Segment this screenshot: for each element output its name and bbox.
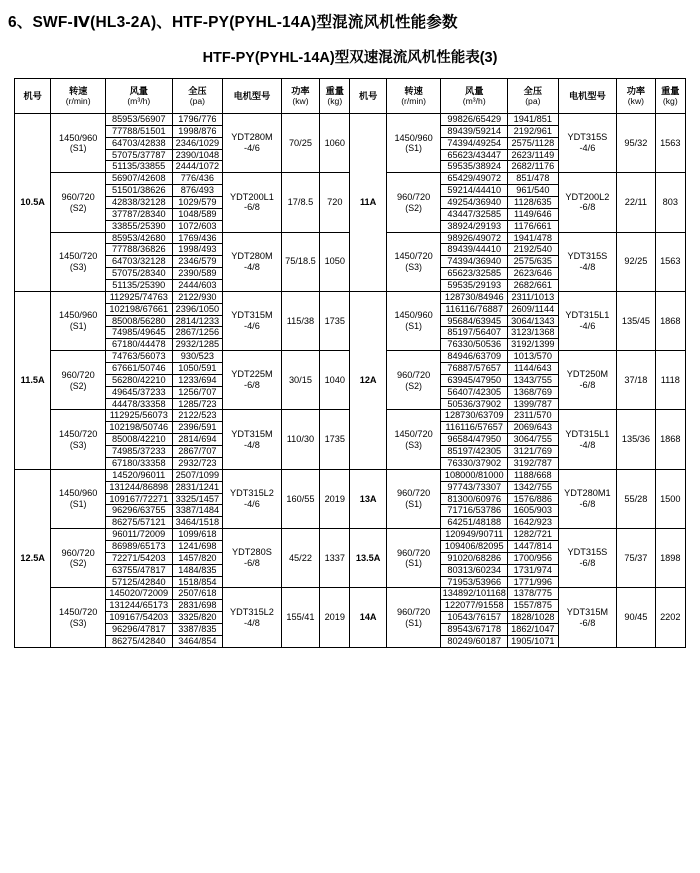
- flow-cell: 76330/37902: [441, 457, 508, 469]
- pressure-cell: 2346/579: [172, 256, 223, 268]
- table-row: [15, 529, 686, 541]
- flow-cell: 74394/49254: [441, 137, 508, 149]
- flow-cell: 64251/48188: [441, 517, 508, 529]
- speed-cell: 960/720 (S1): [386, 588, 441, 647]
- weight-cell: 2019: [320, 469, 350, 528]
- pressure-cell: 2390/1048: [172, 149, 223, 161]
- pressure-cell: 1013/570: [508, 351, 559, 363]
- flow-cell: 57125/42840: [105, 576, 172, 588]
- pressure-cell: 1518/854: [172, 576, 223, 588]
- pressure-cell: 3192/1399: [508, 339, 559, 351]
- col-motor-left: 电机型号: [223, 79, 282, 114]
- flow-cell: 59535/38924: [441, 161, 508, 173]
- pressure-cell: 1378/775: [508, 588, 559, 600]
- fan-model-cell: 14A: [350, 588, 386, 647]
- flow-cell: 74763/56073: [105, 351, 172, 363]
- pressure-cell: 1941/478: [508, 232, 559, 244]
- pressure-cell: 3123/1368: [508, 327, 559, 339]
- motor-model-cell: YDT280S -6/8: [223, 529, 282, 588]
- weight-cell: 1898: [655, 529, 685, 588]
- flow-cell: 67180/33358: [105, 457, 172, 469]
- flow-cell: 51501/38626: [105, 185, 172, 197]
- speed-cell: 960/720 (S2): [386, 173, 441, 232]
- flow-cell: 89439/44410: [441, 244, 508, 256]
- col-weight-right: 重量 (kg): [655, 79, 685, 114]
- motor-model-cell: YDT315L1 -4/6: [558, 291, 617, 350]
- speed-cell: 1450/960 (S1): [51, 291, 106, 350]
- pressure-cell: 3325/1457: [172, 493, 223, 505]
- flow-cell: 14520/96011: [105, 469, 172, 481]
- flow-cell: 76887/57657: [441, 363, 508, 375]
- table-container: [0, 78, 700, 648]
- flow-cell: 85197/56407: [441, 327, 508, 339]
- pressure-cell: 1905/1071: [508, 635, 559, 647]
- pressure-cell: 3387/1484: [172, 505, 223, 517]
- pressure-cell: 2311/570: [508, 410, 559, 422]
- flow-cell: 86275/42840: [105, 635, 172, 647]
- table-caption: HTF-PY(PYHL-14A)型双速混流风机性能表(3): [202, 50, 498, 66]
- speed-cell: 1450/720 (S3): [386, 410, 441, 469]
- flow-cell: 64703/42838: [105, 137, 172, 149]
- flow-cell: 71716/53786: [441, 505, 508, 517]
- power-cell: 75/37: [617, 529, 655, 588]
- pressure-cell: 2623/1149: [508, 149, 559, 161]
- speed-cell: 1450/960 (S1): [386, 114, 441, 173]
- flow-cell: 64703/32128: [105, 256, 172, 268]
- speed-cell: 960/720 (S2): [51, 351, 106, 410]
- pressure-cell: 1256/707: [172, 386, 223, 398]
- pressure-cell: 2192/961: [508, 125, 559, 137]
- flow-cell: 99826/65429: [441, 114, 508, 126]
- power-cell: 92/25: [617, 232, 655, 291]
- flow-cell: 74985/37233: [105, 446, 172, 458]
- pressure-cell: 2575/635: [508, 256, 559, 268]
- weight-cell: 1868: [655, 291, 685, 350]
- weight-cell: 1050: [320, 232, 350, 291]
- weight-cell: 2019: [320, 588, 350, 647]
- pressure-cell: 1233/694: [172, 374, 223, 386]
- pressure-cell: 3121/769: [508, 446, 559, 458]
- fan-model-cell: 11A: [350, 114, 386, 292]
- flow-cell: 76330/50536: [441, 339, 508, 351]
- fan-model-cell: 11.5A: [15, 291, 51, 469]
- pressure-cell: 1128/635: [508, 197, 559, 209]
- flow-cell: 63755/47817: [105, 564, 172, 576]
- flow-cell: 84946/63709: [441, 351, 508, 363]
- flow-cell: 72271/54203: [105, 552, 172, 564]
- flow-cell: 109167/54203: [105, 612, 172, 624]
- table-row: [15, 469, 686, 481]
- motor-model-cell: YDT225M -6/8: [223, 351, 282, 410]
- power-cell: 160/55: [281, 469, 319, 528]
- pressure-cell: 961/540: [508, 185, 559, 197]
- col-pressure-right: 全压 (pa): [508, 79, 559, 114]
- flow-cell: 122077/91558: [441, 600, 508, 612]
- motor-model-cell: YDT250M -6/8: [558, 351, 617, 410]
- speed-cell: 960/720 (S1): [386, 469, 441, 528]
- table-body: [15, 114, 686, 648]
- col-weight-left: 重量 (kg): [320, 79, 350, 114]
- weight-cell: 1563: [655, 114, 685, 173]
- motor-model-cell: YDT200L2 -6/8: [558, 173, 617, 232]
- flow-cell: 49254/36940: [441, 197, 508, 209]
- flow-cell: 96011/72009: [105, 529, 172, 541]
- weight-cell: 1060: [320, 114, 350, 173]
- pressure-cell: 2682/1176: [508, 161, 559, 173]
- flow-cell: 44478/33358: [105, 398, 172, 410]
- speed-cell: 960/720 (S2): [51, 529, 106, 588]
- pressure-cell: 2444/603: [172, 280, 223, 292]
- flow-cell: 97743/73307: [441, 481, 508, 493]
- pressure-cell: 1048/589: [172, 208, 223, 220]
- pressure-cell: 776/436: [172, 173, 223, 185]
- flow-cell: 96296/47817: [105, 623, 172, 635]
- pressure-cell: 851/478: [508, 173, 559, 185]
- flow-cell: 74985/49645: [105, 327, 172, 339]
- pressure-cell: 2932/723: [172, 457, 223, 469]
- pressure-cell: 1099/618: [172, 529, 223, 541]
- pressure-cell: 1576/886: [508, 493, 559, 505]
- pressure-cell: 2396/1050: [172, 303, 223, 315]
- pressure-cell: 2122/930: [172, 291, 223, 303]
- flow-cell: 74394/36940: [441, 256, 508, 268]
- power-cell: 17/8.5: [281, 173, 319, 232]
- motor-model-cell: YDT315S -4/8: [558, 232, 617, 291]
- pressure-cell: 2069/643: [508, 422, 559, 434]
- pressure-cell: 1642/923: [508, 517, 559, 529]
- pressure-cell: 1796/776: [172, 114, 223, 126]
- pressure-cell: 2346/1029: [172, 137, 223, 149]
- pressure-cell: 1368/769: [508, 386, 559, 398]
- pressure-cell: 3064/1343: [508, 315, 559, 327]
- speed-cell: 1450/720 (S3): [51, 588, 106, 647]
- pressure-cell: 1176/661: [508, 220, 559, 232]
- pressure-cell: 1149/646: [508, 208, 559, 220]
- flow-cell: 37787/28340: [105, 208, 172, 220]
- flow-cell: 56907/42608: [105, 173, 172, 185]
- performance-table: [14, 78, 686, 648]
- flow-cell: 145020/72009: [105, 588, 172, 600]
- power-cell: 90/45: [617, 588, 655, 647]
- flow-cell: 131244/86898: [105, 481, 172, 493]
- pressure-cell: 2122/523: [172, 410, 223, 422]
- pressure-cell: 2831/698: [172, 600, 223, 612]
- pressure-cell: 2609/1144: [508, 303, 559, 315]
- power-cell: 37/18: [617, 351, 655, 410]
- flow-cell: 128730/63709: [441, 410, 508, 422]
- motor-model-cell: YDT315L2 -4/6: [223, 469, 282, 528]
- weight-cell: 1563: [655, 232, 685, 291]
- flow-cell: 59214/44410: [441, 185, 508, 197]
- pressure-cell: 2507/1099: [172, 469, 223, 481]
- speed-cell: 1450/720 (S3): [386, 232, 441, 291]
- fan-model-cell: 10.5A: [15, 114, 51, 292]
- motor-model-cell: YDT315S -6/8: [558, 529, 617, 588]
- pressure-cell: 1557/875: [508, 600, 559, 612]
- motor-model-cell: YDT280M1 -6/8: [558, 469, 617, 528]
- speed-cell: 1450/720 (S3): [51, 232, 106, 291]
- pressure-cell: 1605/903: [508, 505, 559, 517]
- fan-model-cell: 12A: [350, 291, 386, 469]
- pressure-cell: 2192/540: [508, 244, 559, 256]
- power-cell: 135/36: [617, 410, 655, 469]
- pressure-cell: 1447/814: [508, 540, 559, 552]
- col-speed-right: 转速 (r/min): [386, 79, 441, 114]
- flow-cell: 43447/32585: [441, 208, 508, 220]
- flow-cell: 112925/74763: [105, 291, 172, 303]
- motor-model-cell: YDT280M -4/6: [223, 114, 282, 173]
- weight-cell: 720: [320, 173, 350, 232]
- pressure-cell: 2311/1013: [508, 291, 559, 303]
- weight-cell: 803: [655, 173, 685, 232]
- col-flow-left: 风量 (m³/h): [105, 79, 172, 114]
- pressure-cell: 1457/820: [172, 552, 223, 564]
- power-cell: 70/25: [281, 114, 319, 173]
- flow-cell: 85953/56907: [105, 114, 172, 126]
- pressure-cell: 1941/851: [508, 114, 559, 126]
- power-cell: 95/32: [617, 114, 655, 173]
- flow-cell: 59535/29193: [441, 280, 508, 292]
- pressure-cell: 1342/755: [508, 481, 559, 493]
- page-title: 6、SWF-Ⅳ(HL3-2A)、HTF-PY(PYHL-14A)型混流风机性能参数: [8, 14, 458, 31]
- weight-cell: 1337: [320, 529, 350, 588]
- flow-cell: 102198/67661: [105, 303, 172, 315]
- pressure-cell: 1343/755: [508, 374, 559, 386]
- flow-cell: 51135/25390: [105, 280, 172, 292]
- flow-cell: 112925/56073: [105, 410, 172, 422]
- flow-cell: 42838/32128: [105, 197, 172, 209]
- power-cell: 45/22: [281, 529, 319, 588]
- motor-model-cell: YDT315M -6/8: [558, 588, 617, 647]
- flow-cell: 85008/56280: [105, 315, 172, 327]
- pressure-cell: 3387/835: [172, 623, 223, 635]
- flow-cell: 85008/42210: [105, 434, 172, 446]
- flow-cell: 109167/72271: [105, 493, 172, 505]
- flow-cell: 98926/49072: [441, 232, 508, 244]
- flow-cell: 56407/42305: [441, 386, 508, 398]
- flow-cell: 49645/37233: [105, 386, 172, 398]
- flow-cell: 116116/76887: [441, 303, 508, 315]
- speed-cell: 960/720 (S1): [386, 529, 441, 588]
- table-header: [15, 79, 686, 114]
- pressure-cell: 1998/493: [172, 244, 223, 256]
- flow-cell: 57075/28340: [105, 268, 172, 280]
- pressure-cell: 1285/723: [172, 398, 223, 410]
- motor-model-cell: YDT315L1 -4/8: [558, 410, 617, 469]
- pressure-cell: 1188/668: [508, 469, 559, 481]
- table-row: [15, 291, 686, 303]
- flow-cell: 89439/59214: [441, 125, 508, 137]
- flow-cell: 89543/67178: [441, 623, 508, 635]
- flow-cell: 81300/60976: [441, 493, 508, 505]
- pressure-cell: 2831/1241: [172, 481, 223, 493]
- pressure-cell: 3192/787: [508, 457, 559, 469]
- pressure-cell: 876/493: [172, 185, 223, 197]
- col-speed-left: 转速 (r/min): [51, 79, 106, 114]
- flow-cell: 80313/60234: [441, 564, 508, 576]
- flow-cell: 96584/47950: [441, 434, 508, 446]
- weight-cell: 1500: [655, 469, 685, 528]
- col-power-left: 功率 (kw): [281, 79, 319, 114]
- pressure-cell: 2396/591: [172, 422, 223, 434]
- pressure-cell: 3464/1518: [172, 517, 223, 529]
- power-cell: 22/11: [617, 173, 655, 232]
- flow-cell: 86989/65173: [105, 540, 172, 552]
- pressure-cell: 1998/876: [172, 125, 223, 137]
- fan-model-cell: 13.5A: [350, 529, 386, 588]
- motor-model-cell: YDT315M -4/6: [223, 291, 282, 350]
- flow-cell: 85953/42680: [105, 232, 172, 244]
- pressure-cell: 2867/707: [172, 446, 223, 458]
- flow-cell: 65623/43447: [441, 149, 508, 161]
- pressure-cell: 2623/646: [508, 268, 559, 280]
- pressure-cell: 2932/1285: [172, 339, 223, 351]
- flow-cell: 56280/42210: [105, 374, 172, 386]
- power-cell: 55/28: [617, 469, 655, 528]
- pressure-cell: 1769/436: [172, 232, 223, 244]
- speed-cell: 1450/960 (S1): [51, 469, 106, 528]
- pressure-cell: 2682/661: [508, 280, 559, 292]
- power-cell: 110/30: [281, 410, 319, 469]
- motor-model-cell: YDT315M -4/8: [223, 410, 282, 469]
- pressure-cell: 1029/579: [172, 197, 223, 209]
- speed-cell: 960/720 (S2): [386, 351, 441, 410]
- flow-cell: 131244/65173: [105, 600, 172, 612]
- flow-cell: 57075/37787: [105, 149, 172, 161]
- pressure-cell: 1862/1047: [508, 623, 559, 635]
- pressure-cell: 2575/1128: [508, 137, 559, 149]
- pressure-cell: 3064/755: [508, 434, 559, 446]
- table-row: [15, 114, 686, 126]
- flow-cell: 109406/82095: [441, 540, 508, 552]
- col-flow-right: 风量 (m³/h): [441, 79, 508, 114]
- pressure-cell: 1144/643: [508, 363, 559, 375]
- pressure-cell: 1771/996: [508, 576, 559, 588]
- weight-cell: 1868: [655, 410, 685, 469]
- flow-cell: 116116/57657: [441, 422, 508, 434]
- pressure-cell: 2444/1072: [172, 161, 223, 173]
- flow-cell: 50536/37902: [441, 398, 508, 410]
- pressure-cell: 1828/1028: [508, 612, 559, 624]
- pressure-cell: 2390/589: [172, 268, 223, 280]
- flow-cell: 128730/84946: [441, 291, 508, 303]
- pressure-cell: 1241/698: [172, 540, 223, 552]
- flow-cell: 95684/63945: [441, 315, 508, 327]
- pressure-cell: 1399/787: [508, 398, 559, 410]
- power-cell: 115/38: [281, 291, 319, 350]
- flow-cell: 96296/63755: [105, 505, 172, 517]
- power-cell: 75/18.5: [281, 232, 319, 291]
- pressure-cell: 930/523: [172, 351, 223, 363]
- flow-cell: 63945/47950: [441, 374, 508, 386]
- pressure-cell: 3325/820: [172, 612, 223, 624]
- flow-cell: 86275/57121: [105, 517, 172, 529]
- pressure-cell: 1282/721: [508, 529, 559, 541]
- flow-cell: 67180/44478: [105, 339, 172, 351]
- flow-cell: 33855/25390: [105, 220, 172, 232]
- flow-cell: 38924/29193: [441, 220, 508, 232]
- pressure-cell: 2814/694: [172, 434, 223, 446]
- motor-model-cell: YDT200L1 -6/8: [223, 173, 282, 232]
- col-motor-right: 电机型号: [558, 79, 617, 114]
- flow-cell: 120949/90711: [441, 529, 508, 541]
- pressure-cell: 2814/1233: [172, 315, 223, 327]
- pressure-cell: 2867/1256: [172, 327, 223, 339]
- flow-cell: 102198/50746: [105, 422, 172, 434]
- motor-model-cell: YDT280M -4/8: [223, 232, 282, 291]
- flow-cell: 85197/42305: [441, 446, 508, 458]
- speed-cell: 1450/960 (S1): [51, 114, 106, 173]
- pressure-cell: 1050/591: [172, 363, 223, 375]
- pressure-cell: 1484/835: [172, 564, 223, 576]
- flow-cell: 71953/53966: [441, 576, 508, 588]
- speed-cell: 1450/720 (S3): [51, 410, 106, 469]
- flow-cell: 77788/36826: [105, 244, 172, 256]
- weight-cell: 2202: [655, 588, 685, 647]
- power-cell: 155/41: [281, 588, 319, 647]
- speed-cell: 960/720 (S2): [51, 173, 106, 232]
- flow-cell: 77788/51501: [105, 125, 172, 137]
- flow-cell: 65623/32585: [441, 268, 508, 280]
- weight-cell: 1040: [320, 351, 350, 410]
- power-cell: 135/45: [617, 291, 655, 350]
- flow-cell: 51135/33855: [105, 161, 172, 173]
- pressure-cell: 1700/956: [508, 552, 559, 564]
- fan-model-cell: 12.5A: [15, 469, 51, 647]
- flow-cell: 91020/68286: [441, 552, 508, 564]
- flow-cell: 134892/101168: [442, 588, 506, 599]
- weight-cell: 1735: [320, 291, 350, 350]
- flow-cell: 80249/60187: [441, 635, 508, 647]
- weight-cell: 1118: [655, 351, 685, 410]
- pressure-cell: 1072/603: [172, 220, 223, 232]
- flow-cell: 67661/50746: [105, 363, 172, 375]
- pressure-cell: 3464/854: [172, 635, 223, 647]
- col-model-right: 机号: [350, 79, 386, 114]
- fan-model-cell: 13A: [350, 469, 386, 528]
- flow-cell: 65429/49072: [441, 173, 508, 185]
- speed-cell: 1450/960 (S1): [386, 291, 441, 350]
- pressure-cell: 2507/618: [172, 588, 223, 600]
- power-cell: 30/15: [281, 351, 319, 410]
- table-row: [15, 588, 686, 600]
- weight-cell: 1735: [320, 410, 350, 469]
- pressure-cell: 1731/974: [508, 564, 559, 576]
- col-power-right: 功率 (kw): [617, 79, 655, 114]
- col-pressure-left: 全压 (pa): [172, 79, 223, 114]
- col-model-left: 机号: [15, 79, 51, 114]
- flow-cell: 108000/81000: [441, 469, 508, 481]
- flow-cell: 10543/76157: [441, 612, 508, 624]
- motor-model-cell: YDT315S -4/6: [558, 114, 617, 173]
- motor-model-cell: YDT315L2 -4/8: [223, 588, 282, 647]
